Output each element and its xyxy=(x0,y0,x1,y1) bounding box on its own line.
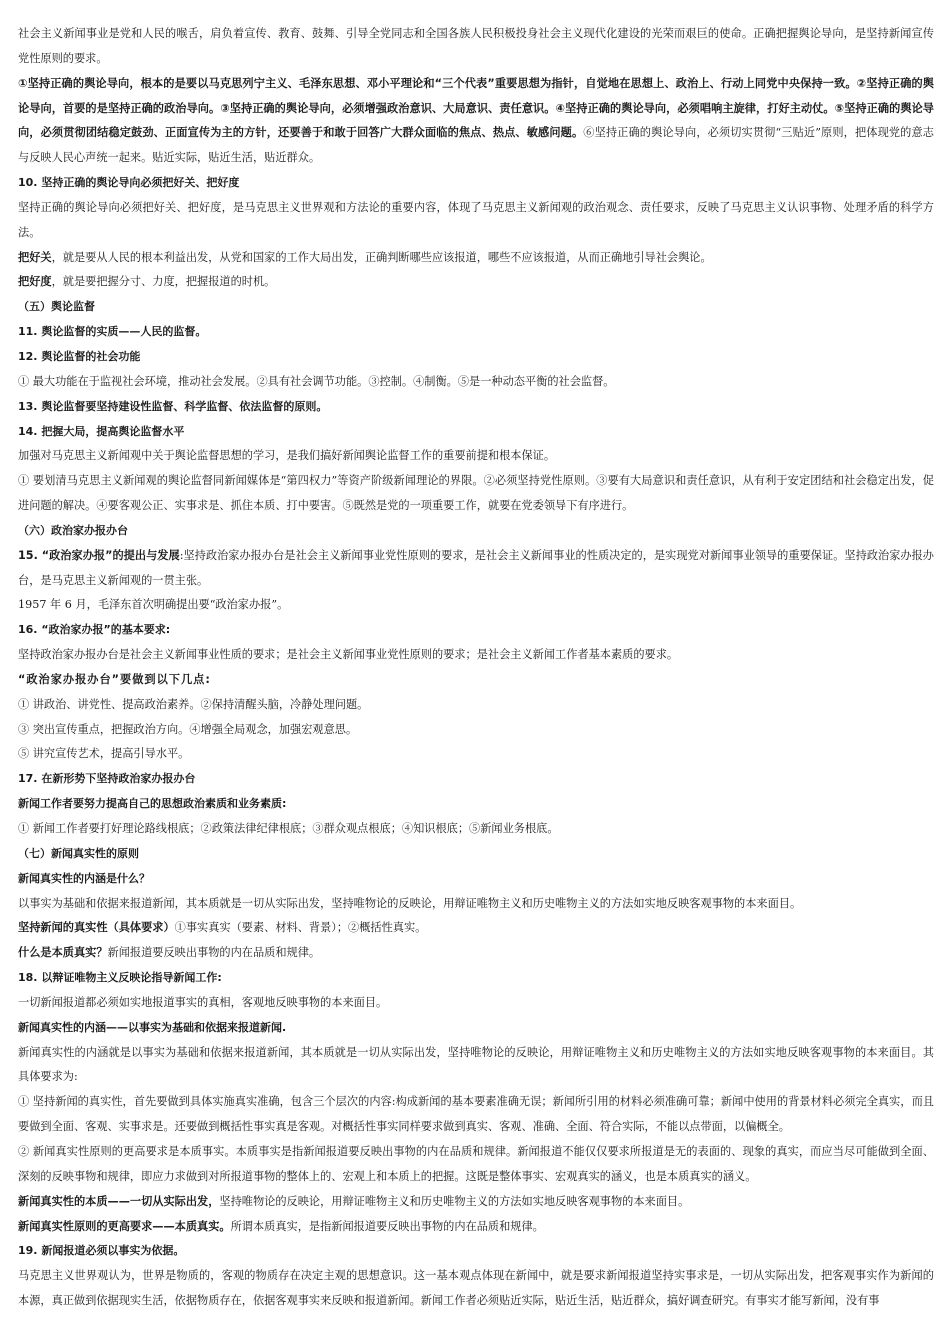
paragraph xyxy=(18,1090,934,1140)
text-run: ，就是要把握分寸、力度，把握报道的时机。 xyxy=(51,275,276,289)
paragraph xyxy=(18,444,934,469)
paragraph xyxy=(18,643,934,668)
paragraph xyxy=(18,1190,934,1215)
text-run: 新闻真实性的内涵是什么？ xyxy=(18,871,150,885)
text-run: 所谓本质真实，是指新闻报道要反映出事物的内在品质和规律。 xyxy=(230,1219,544,1233)
paragraph xyxy=(18,544,934,594)
paragraph xyxy=(18,718,934,743)
section-heading xyxy=(18,867,934,892)
text-run: 加强对马克思主义新闻观中关于舆论监督思想的学习，是我们搞好新闻舆论监督工作的重要前提和根本保证。 xyxy=(18,449,556,463)
paragraph xyxy=(18,892,934,917)
paragraph xyxy=(18,1215,934,1240)
text-run: 12. 舆论监督的社会功能 xyxy=(18,349,141,363)
text-run: 16. “政治家办报”的基本要求: xyxy=(18,623,171,637)
text-run: ③ 突出宣传重点，把握政治方向。④增强全局观念，加强宏观意思。 xyxy=(18,722,358,736)
text-run: 新闻真实性的内涵——以事实为基础和依据来报道新闻. xyxy=(18,1020,287,1034)
text-run: ⑥坚持正确的舆论导向，必须切实贯彻“三贴近”原则，把体现党的意志与反映人民心声统一起来。贴近实际，贴近生活，贴近群众。 xyxy=(18,126,934,165)
text-run: ⑤ 讲究宣传艺术，提高引导水平。 xyxy=(18,747,190,761)
text-run: 新闻报道要反映出事物的内在品质和规律。 xyxy=(107,946,321,960)
bold-text: 把好度 xyxy=(18,275,52,289)
section-heading xyxy=(18,320,934,345)
text-run: ① 坚持新闻的真实性，首先要做到具体实施真实准确，包含三个层次的内容:构成新闻的基本要素准确无误；新闻所引用的材料必须准确可靠；新闻中使用的背景材料必须完全真实，而且要做到全面、客观、实事求是。还要做到概括性事实真是客观。对概括性事实同样要求做到真实、客观、准确、全面、符合实际，不能以点带面，以偏概全。 xyxy=(18,1095,934,1134)
text-run: :坚持政治家办报办台是社会主义新闻事业党性原则的要求，是社会主义新闻事业的性质决定的，是实现党对新闻事业领导的重要保证。坚持政治家办报办台，是马克思主义新闻观的一贯主张。 xyxy=(18,548,934,587)
section-heading xyxy=(18,1016,934,1041)
paragraph xyxy=(18,270,934,295)
paragraph xyxy=(18,370,934,395)
paragraph xyxy=(18,1264,934,1314)
text-run: 以事实为基础和依据来报道新闻，其本质就是一切从实际出发，坚持唯物论的反映论，用辩证唯物主义和历史唯物主义的方法如实地反映客观事物的本来面目。 xyxy=(18,896,802,910)
section-heading xyxy=(18,792,934,817)
text-run: 1957 年 6 月，毛泽东首次明确提出要“政治家办报”。 xyxy=(18,598,289,612)
text-run: ，就是要从人民的根本利益出发，从党和国家的工作大局出发，正确判断哪些应该报道，哪些不应该报道，从而正确地引导社会舆论。 xyxy=(51,250,712,264)
section-heading xyxy=(18,519,934,544)
text-run: 18. 以辩证唯物主义反映论指导新闻工作: xyxy=(18,971,222,985)
paragraph xyxy=(18,668,934,693)
paragraph xyxy=(18,469,934,519)
text-run: 新闻工作者要努力提高自己的思想政治素质和业务素质: xyxy=(18,797,287,811)
bold-text: 把好关 xyxy=(18,250,52,264)
paragraph xyxy=(18,916,934,941)
section-heading xyxy=(18,295,934,320)
paragraph xyxy=(18,742,934,767)
text-run: 17. 在新形势下坚持政治家办报办台 xyxy=(18,772,196,786)
text-run: ① 讲政治、讲党性、提高政治素养。②保持清醒头脑，冷静处理问题。 xyxy=(18,697,369,711)
paragraph xyxy=(18,246,934,271)
paragraph xyxy=(18,693,934,718)
bold-text: 新闻真实性的本质——一切从实际出发， xyxy=(18,1194,220,1208)
section-heading xyxy=(18,420,934,445)
text-run: （五）舆论监督 xyxy=(18,300,95,314)
text-run: 坚持唯物论的反映论，用辩证唯物主义和历史唯物主义的方法如实地反映客观事物的本来面目。 xyxy=(219,1194,690,1208)
bold-text: 坚持新闻的真实性（具体要求） xyxy=(18,921,175,935)
section-heading xyxy=(18,1239,934,1264)
paragraph xyxy=(18,1140,934,1190)
paragraph xyxy=(18,817,934,842)
section-heading xyxy=(18,171,934,196)
paragraph xyxy=(18,22,934,72)
text-run: ① 要划清马克思主义新闻观的舆论监督同新闻媒体是“第四权力”等资产阶级新闻理论的界限。②必须坚持党性原则。③要有大局意识和责任意识，从有利于安定团结和社会稳定出发，促进问题的解决。④要客观公正、实事求是、抓住本质、打中要害。⑤既然是党的一项重要工作，就要在党委领导下有序进行。 xyxy=(18,474,934,513)
paragraph xyxy=(18,941,934,966)
bold-text: “政治家办报办台”要做到以下几点: xyxy=(18,672,211,686)
bold-text: ①坚持正确的舆论导向，根本的是要以马克思列宁主义、毛泽东思想、邓小平理论和“三个代表”重要思想为指针，自觉地在思想上、政治上、行动上同党中央保持一致。②坚持正确的舆论导向，首要的是坚持正确的政治导向。③坚持正确的舆论导向，必须增强政治意识、大局意识、责任意识。④坚持正确的舆论导向，必须唱响主旋律，打好主动仗。⑤坚持正确的舆论导向，必须贯彻团结稳定鼓劲、正面宣传为主的方针，还要善于和敢于回答广大群众面临的焦点、热点、敏感问题。 xyxy=(18,76,934,140)
bold-text: 什么是本质真实？ xyxy=(18,946,108,960)
text-run: ① 新闻工作者要打好理论路线根底；②政策法律纪律根底；③群众观点根底；④知识根底；⑤新闻业务根底。 xyxy=(18,822,559,835)
section-heading xyxy=(18,395,934,420)
text-run: 马克思主义世界观认为，世界是物质的，客观的物质存在决定主观的思想意识。这一基本观点体现在新闻中，就是要求新闻报道坚持实事求是，一切从实际出发，把客观事实作为新闻的本源，真正做到依据现实生活，依据物质存在，依据客观事实来反映和报道新闻。新闻工作者必须贴近实际，贴近生活，贴近群众，搞好调查研究。有事实才能写新闻，没有事 xyxy=(18,1269,934,1308)
text-run: （七）新闻真实性的原则 xyxy=(18,846,139,860)
section-heading xyxy=(18,842,934,867)
paragraph xyxy=(18,196,934,246)
text-run: 坚持政治家办报办台是社会主义新闻事业性质的要求；是社会主义新闻事业党性原则的要求；是社会主义新闻工作者基本素质的要求。 xyxy=(18,648,679,662)
text-run: 11. 舆论监督的实质——人民的监督。 xyxy=(18,325,207,339)
text-run: ①事实真实（要素、材料、背景）；②概括性真实。 xyxy=(174,921,427,935)
section-heading xyxy=(18,767,934,792)
text-run: ② 新闻真实性原则的更高要求是本质事实。本质事实是指新闻报道要反映出事物的内在品质和规律。新闻报道不能仅仅要求所报道是无的表面的、现象的真实，而应当尽可能做到全面、深刻的反映事物和规律，即应力求做到对所报道事物的整体上的、宏观上和本质上的把握。这既是整体事实、宏观真实的涵义，也是本质真实的涵义。 xyxy=(18,1144,934,1183)
text-run: ① 最大功能在于监视社会环境，推动社会发展。②具有社会调节功能。③控制。④制衡。⑤是一种动态平衡的社会监督。 xyxy=(18,374,615,388)
text-run: 19. 新闻报道必须以事实为依据。 xyxy=(18,1244,185,1258)
paragraph xyxy=(18,593,934,618)
text-run: 社会主义新闻事业是党和人民的喉舌，肩负着宣传、教育、鼓舞、引导全党同志和全国各族人民积极投身社会主义现代化建设的光荣而艰巨的使命。正确把握舆论导向，是坚持新闻宣传党性原则的要求。 xyxy=(18,27,934,65)
section-heading xyxy=(18,966,934,991)
text-run: （六）政治家办报办台 xyxy=(18,523,128,537)
paragraph xyxy=(18,72,934,171)
text-run: 14. 把握大局，提高舆论监督水平 xyxy=(18,424,185,438)
text-run: 新闻真实性的内涵就是以事实为基础和依据来报道新闻，其本质就是一切从实际出发，坚持唯物论的反映论，用辩证唯物主义和历史唯物主义的方法如实地反映客观事物的本来面目。其具体要求为: xyxy=(18,1045,934,1084)
paragraph xyxy=(18,991,934,1016)
text-run: 13. 舆论监督要坚持建设性监督、科学监督、依法监督的原则。 xyxy=(18,399,328,413)
text-run: 一切新闻报道都必须如实地报道事实的真相，客观地反映事物的本来面目。 xyxy=(18,995,388,1009)
bold-text: 新闻真实性原则的更高要求——本质真实。 xyxy=(18,1219,231,1233)
paragraph xyxy=(18,1041,934,1091)
section-heading xyxy=(18,345,934,370)
section-heading xyxy=(18,618,934,643)
bold-text: 15. “政治家办报”的提出与发展 xyxy=(18,548,180,562)
text-run: 10. 坚持正确的舆论导向必须把好关、把好度 xyxy=(18,176,240,190)
text-run: 坚持正确的舆论导向必须把好关、把好度，是马克思主义世界观和方法论的重要内容，体现了马克思主义新闻观的政治观念、责任要求，反映了马克思主义认识事物、处理矛盾的科学方法。 xyxy=(18,200,934,239)
